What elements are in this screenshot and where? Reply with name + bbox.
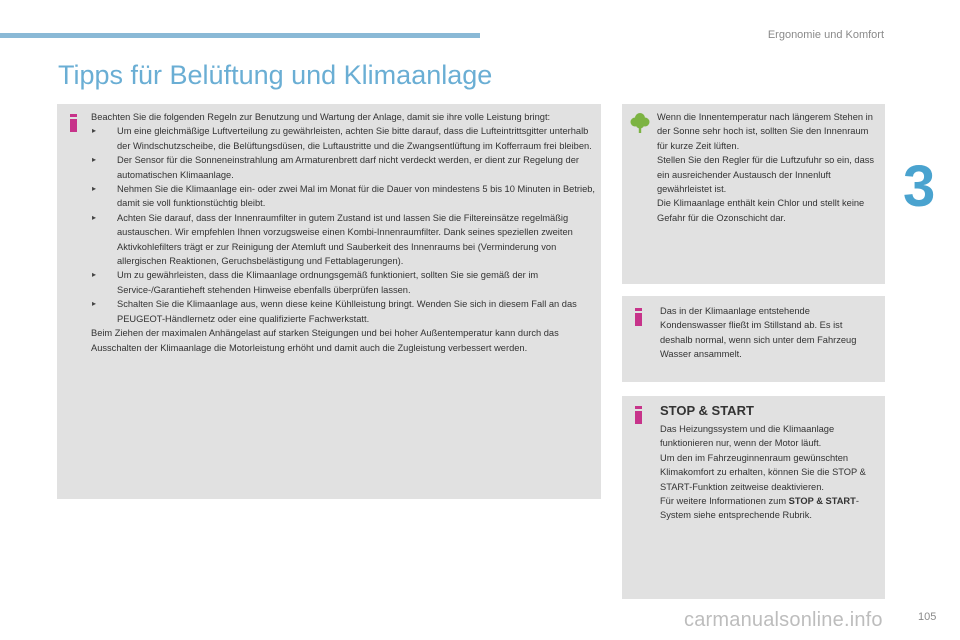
stop-paragraph-reference [660, 494, 880, 523]
list-item: ▸ Schalten Sie die Klimaanlage aus, wenn diese keine Kühlleistung bringt. Wenden Sie sich in diesem Fall an das PEUGEOT-Händlernetz oder eine qualifizierte Fachwerkstatt. [91, 297, 597, 326]
page-title: Tipps für Belüftung und Klimaanlage [58, 60, 493, 90]
reference-prefix: Für weitere Informationen zum [660, 496, 789, 507]
chapter-number: 3 [903, 154, 936, 219]
main-closing: Beim Ziehen der maximalen Anhängelast auf starken Steigungen und bei hoher Außentemperatur kann durch das Ausschalten der Klimaanlage die Motorleistung erhöht und damit auch die Zugleistung verbessert werden. [91, 328, 559, 353]
eco-info-box [622, 104, 885, 284]
main-intro: Beachten Sie die folgenden Regeln zur Benutzung und Wartung der Anlage, damit sie ihre volle Leistung bringt: [91, 112, 551, 122]
list-item: ▸ Um zu gewährleisten, dass die Klimaanlage ordnungsgemäß funktioniert, sollten Sie sie gemäß der im Service-/Garantieheft stehenden Hinweise ebenfalls überprüfen lassen. [91, 268, 597, 297]
main-bullet-list [91, 124, 597, 326]
stop-paragraph: Das Heizungssystem und die Klimaanlage funktionieren nur, wenn der Motor läuft. [660, 424, 835, 449]
stop-start-text [660, 422, 880, 523]
reference-suffix: -System siehe entsprechende Rubrik. [660, 496, 859, 521]
list-item: ▸ Achten Sie darauf, dass der Innenraumfilter in gutem Zustand ist und lassen Sie die Filtereinsätze regelmäßig austauschen. Wir empfehlen Ihnen vorzugsweise einen Kombi-Innenraumfilter. Dank seines speziellen zweiten Aktivkohlefilters trägt er zur Reinigung der Atemluft und Sauberkeit des Innenraums bei (Verminderung von allergischen Reaktionen, Geruchsbelästigung und Fettablagerungen). [91, 211, 597, 269]
condensate-info-box [622, 296, 885, 382]
list-item: ▸ Der Sensor für die Sonneneinstrahlung am Armaturenbrett darf nicht verdeckt werden, er dient zur Regelung der automatischen Klimaanlage. [91, 153, 597, 182]
stop-start-title: STOP & START [660, 403, 754, 418]
list-item: ▸ Nehmen Sie die Klimaanlage ein- oder zwei Mal im Monat für die Dauer von mindestens 5 bis 10 Minuten in Betrieb, damit sie voll funktionstüchtig bleibt. [91, 182, 597, 211]
stop-paragraph: Um den im Fahrzeuginnenraum gewünschten Klimakomfort zu erhalten, können Sie die STOP & START-Funktion zeitweise deaktivieren. [660, 452, 866, 492]
eco-info-text [657, 110, 879, 225]
condensate-text: Das in der Klimaanlage entstehende Kondenswasser fließt im Stillstand ab. Es ist deshalb normal, wenn sich unter dem Fahrzeug Wasser ansammelt. [660, 306, 857, 360]
page-number: 105 [918, 611, 937, 623]
list-item: ▸ Um eine gleichmäßige Luftverteilung zu gewährleisten, achten Sie bitte darauf, dass die Lufteintrittsgitter unterhalb der Windschutzscheibe, die Belüftungsdüsen, die Luftaustritte und die Zwangsentlüftung im Kofferraum frei bleiben. [91, 124, 597, 153]
eco-paragraph: Stellen Sie den Regler für die Luftzufuhr so ein, dass ein ausreichender Austausch der Innenluft gewährleistet ist. [657, 155, 875, 195]
eco-tree-icon [630, 112, 650, 134]
section-label: Ergonomie und Komfort [767, 29, 884, 41]
reference-bold: STOP & START [788, 496, 856, 507]
stop-start-info-box [622, 396, 885, 599]
eco-paragraph: Die Klimaanlage enthält kein Chlor und stellt keine Gefahr für die Ozonschicht dar. [657, 198, 865, 223]
main-info-box [57, 104, 601, 499]
watermark: carmanualsonline.info [684, 609, 883, 631]
eco-paragraph: Wenn die Innentemperatur nach längerem Stehen in der Sonne sehr hoch ist, sollten Sie den Innenraum für kurze Zeit lüften. [657, 112, 873, 151]
main-info-text [91, 110, 597, 355]
header-accent-bar [0, 33, 480, 38]
